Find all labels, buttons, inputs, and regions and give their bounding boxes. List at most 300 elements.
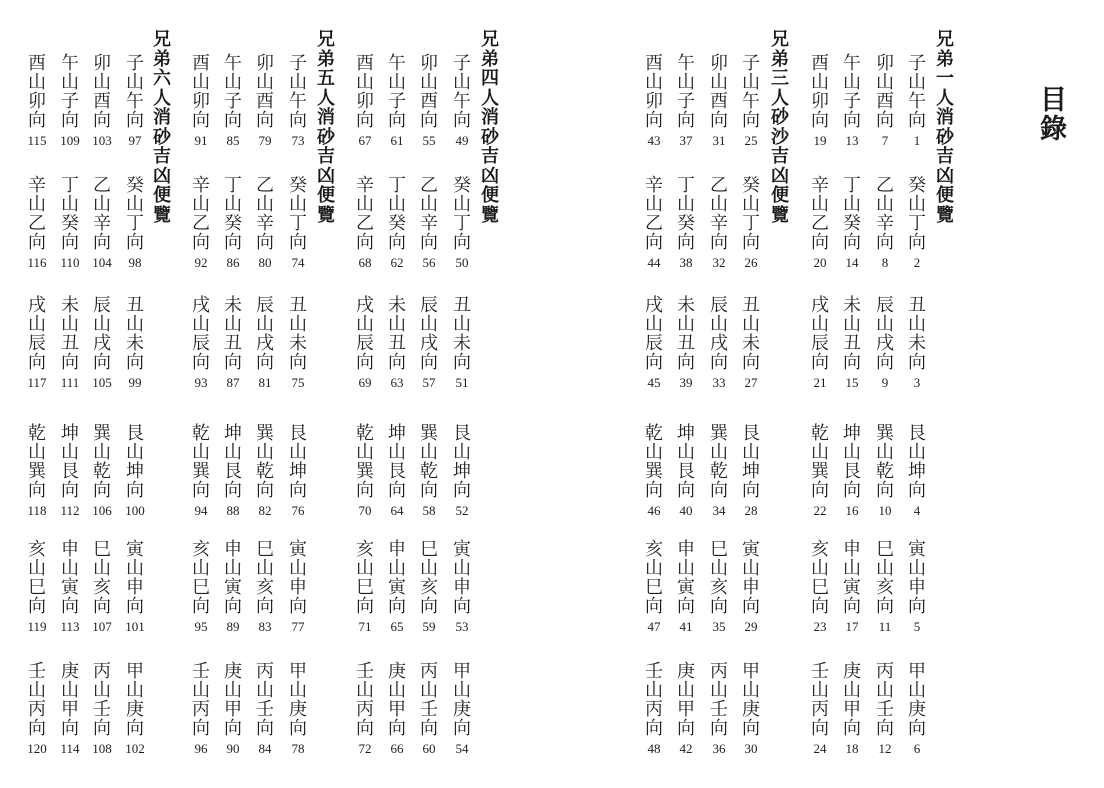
toc-entry-title: 艮 山 坤 向 <box>908 423 926 501</box>
toc-entry-page-number: 48 <box>647 741 661 756</box>
toc-entry-page-number: 19 <box>813 133 827 148</box>
toc-entry-title: 子 山 午 向 <box>289 53 307 131</box>
toc-entry <box>217 176 249 271</box>
toc-entry-page-number: 108 <box>92 741 112 756</box>
toc-entry <box>119 424 151 519</box>
toc-entry <box>249 424 281 519</box>
toc-entry <box>869 540 901 635</box>
toc-entry-title: 卯 山 酉 向 <box>256 53 274 131</box>
toc-entry <box>349 176 381 271</box>
toc-entry-page-number: 47 <box>647 619 661 634</box>
toc-entry-page-number: 43 <box>647 133 661 148</box>
toc-entry-page-number: 3 <box>913 375 921 390</box>
toc-entry <box>836 662 868 757</box>
toc-entry <box>86 424 118 519</box>
toc-entry-page-number: 33 <box>712 375 726 390</box>
toc-entry-title: 子 山 午 向 <box>742 53 760 131</box>
toc-entry-title: 辛 山 乙 向 <box>28 175 46 253</box>
toc-entry <box>381 54 413 149</box>
toc-entry-page-number: 56 <box>422 255 436 270</box>
toc-entry-title: 艮 山 坤 向 <box>126 423 144 501</box>
toc-entry-title: 戌 山 辰 向 <box>192 295 210 373</box>
toc-entry-page-number: 60 <box>422 741 436 756</box>
toc-entry <box>703 54 735 149</box>
toc-entry-title: 巽 山 乾 向 <box>420 423 438 501</box>
toc-entry-title: 巽 山 乾 向 <box>93 423 111 501</box>
toc-entry-title: 丁 山 癸 向 <box>388 175 406 253</box>
toc-entry <box>282 424 314 519</box>
toc-entry-page-number: 7 <box>881 133 889 148</box>
toc-entry-page-number: 120 <box>27 741 47 756</box>
toc-entry-page-number: 99 <box>128 375 142 390</box>
toc-entry-title: 戌 山 辰 向 <box>645 295 663 373</box>
toc-entry-title: 亥 山 巳 向 <box>356 539 374 617</box>
toc-entry <box>901 424 933 519</box>
toc-entry-page-number: 34 <box>712 503 726 518</box>
toc-entry <box>703 424 735 519</box>
toc-entry-page-number: 11 <box>878 619 892 634</box>
toc-entry-page-number: 91 <box>194 133 208 148</box>
toc-entry-page-number: 97 <box>128 133 142 148</box>
toc-entry <box>869 54 901 149</box>
toc-entry <box>185 54 217 149</box>
toc-entry-page-number: 79 <box>258 133 272 148</box>
toc-entry-title: 午 山 子 向 <box>388 53 406 131</box>
toc-entry <box>86 176 118 271</box>
toc-entry-page-number: 70 <box>358 503 372 518</box>
toc-entry-page-number: 110 <box>60 255 80 270</box>
toc-entry-page-number: 36 <box>712 741 726 756</box>
toc-entry-title: 亥 山 巳 向 <box>28 539 46 617</box>
toc-entry-page-number: 86 <box>226 255 240 270</box>
toc-entry <box>381 424 413 519</box>
toc-entry <box>901 296 933 391</box>
toc-entry <box>670 662 702 757</box>
toc-entry-title: 丑 山 未 向 <box>453 295 471 373</box>
toc-entry-title: 寅 山 申 向 <box>453 539 471 617</box>
toc-entry-page-number: 75 <box>291 375 305 390</box>
toc-entry <box>86 54 118 149</box>
toc-entry <box>119 540 151 635</box>
toc-entry-page-number: 54 <box>455 741 469 756</box>
toc-entry-page-number: 118 <box>27 503 47 518</box>
toc-entry-title: 丁 山 癸 向 <box>843 175 861 253</box>
toc-entry-page-number: 32 <box>712 255 726 270</box>
toc-entry <box>349 540 381 635</box>
toc-entry <box>249 662 281 757</box>
toc-entry-title: 乙 山 辛 向 <box>420 175 438 253</box>
toc-entry-title: 甲 山 庚 向 <box>289 661 307 739</box>
toc-entry-page-number: 2 <box>913 255 921 270</box>
toc-entry-page-number: 82 <box>258 503 272 518</box>
toc-entry <box>413 54 445 149</box>
toc-entry-title: 未 山 丑 向 <box>677 295 695 373</box>
toc-entry-page-number: 49 <box>455 133 469 148</box>
toc-entry-page-number: 21 <box>813 375 827 390</box>
toc-entry <box>836 540 868 635</box>
toc-entry <box>703 662 735 757</box>
toc-entry-title: 寅 山 申 向 <box>742 539 760 617</box>
toc-entry <box>86 662 118 757</box>
toc-entry-page-number: 116 <box>27 255 47 270</box>
toc-entry <box>282 662 314 757</box>
toc-entry-page-number: 23 <box>813 619 827 634</box>
toc-entry <box>836 54 868 149</box>
toc-entry-title: 坤 山 艮 向 <box>843 423 861 501</box>
toc-entry <box>413 176 445 271</box>
toc-entry <box>804 424 836 519</box>
toc-entry <box>836 424 868 519</box>
toc-entry-page-number: 51 <box>455 375 469 390</box>
toc-entry-page-number: 98 <box>128 255 142 270</box>
toc-entry <box>282 54 314 149</box>
toc-entry <box>446 540 478 635</box>
toc-entry <box>901 662 933 757</box>
toc-entry-page-number: 26 <box>744 255 758 270</box>
toc-entry <box>21 296 53 391</box>
toc-entry <box>282 176 314 271</box>
toc-entry <box>638 662 670 757</box>
toc-entry-title: 癸 山 丁 向 <box>126 175 144 253</box>
toc-entry-page-number: 18 <box>845 741 859 756</box>
toc-entry-title: 寅 山 申 向 <box>908 539 926 617</box>
toc-entry-title: 辛 山 乙 向 <box>356 175 374 253</box>
toc-entry-title: 甲 山 庚 向 <box>453 661 471 739</box>
toc-entry-page-number: 65 <box>390 619 404 634</box>
toc-entry <box>86 540 118 635</box>
toc-entry-title: 辰 山 戌 向 <box>93 295 111 373</box>
toc-entry-page-number: 8 <box>881 255 889 270</box>
toc-entry <box>670 176 702 271</box>
toc-entry-page-number: 102 <box>125 741 145 756</box>
toc-entry-page-number: 80 <box>258 255 272 270</box>
toc-entry <box>446 296 478 391</box>
toc-entry <box>21 540 53 635</box>
toc-entry <box>21 176 53 271</box>
toc-entry <box>804 176 836 271</box>
toc-entry <box>735 424 767 519</box>
toc-entry-title: 辰 山 戌 向 <box>876 295 894 373</box>
toc-entry-page-number: 41 <box>679 619 693 634</box>
toc-entry-page-number: 31 <box>712 133 726 148</box>
toc-entry-page-number: 15 <box>845 375 859 390</box>
toc-entry-page-number: 40 <box>679 503 693 518</box>
toc-entry <box>185 662 217 757</box>
toc-entry-title: 壬 山 丙 向 <box>645 661 663 739</box>
toc-entry <box>638 296 670 391</box>
toc-entry <box>735 296 767 391</box>
toc-entry <box>638 176 670 271</box>
toc-entry-title: 艮 山 坤 向 <box>289 423 307 501</box>
toc-entry-title: 庚 山 甲 向 <box>843 661 861 739</box>
toc-entry-page-number: 88 <box>226 503 240 518</box>
toc-entry-page-number: 71 <box>358 619 372 634</box>
toc-entry-title: 酉 山 卯 向 <box>356 53 374 131</box>
toc-entry-page-number: 46 <box>647 503 661 518</box>
toc-entry-page-number: 12 <box>878 741 892 756</box>
toc-entry-title: 卯 山 酉 向 <box>876 53 894 131</box>
toc-entry <box>413 296 445 391</box>
page-title: 目 錄 <box>1040 85 1067 145</box>
toc-entry-page-number: 30 <box>744 741 758 756</box>
toc-entry-page-number: 44 <box>647 255 661 270</box>
toc-entry-title: 未 山 丑 向 <box>224 295 242 373</box>
toc-entry <box>119 662 151 757</box>
toc-entry-page-number: 61 <box>390 133 404 148</box>
toc-entry-page-number: 115 <box>27 133 47 148</box>
toc-entry-page-number: 22 <box>813 503 827 518</box>
toc-entry <box>413 540 445 635</box>
toc-entry <box>54 662 86 757</box>
toc-entry-title: 辛 山 乙 向 <box>811 175 829 253</box>
toc-entry-title: 辰 山 戌 向 <box>420 295 438 373</box>
toc-entry-page-number: 103 <box>92 133 112 148</box>
toc-entry <box>217 662 249 757</box>
toc-entry <box>54 54 86 149</box>
toc-entry-title: 卯 山 酉 向 <box>710 53 728 131</box>
toc-entry-page-number: 25 <box>744 133 758 148</box>
toc-entry <box>185 296 217 391</box>
toc-entry-title: 壬 山 丙 向 <box>356 661 374 739</box>
toc-entry-page-number: 85 <box>226 133 240 148</box>
toc-entry <box>119 176 151 271</box>
toc-entry-title: 寅 山 申 向 <box>289 539 307 617</box>
toc-entry <box>901 540 933 635</box>
toc-entry <box>54 540 86 635</box>
toc-entry <box>413 662 445 757</box>
toc-entry-title: 癸 山 丁 向 <box>742 175 760 253</box>
toc-entry-title: 未 山 丑 向 <box>843 295 861 373</box>
toc-entry-title: 乾 山 巽 向 <box>192 423 210 501</box>
toc-entry-page-number: 35 <box>712 619 726 634</box>
toc-entry-title: 午 山 子 向 <box>677 53 695 131</box>
toc-entry-title: 丑 山 未 向 <box>289 295 307 373</box>
toc-entry-page-number: 66 <box>390 741 404 756</box>
toc-entry-title: 子 山 午 向 <box>126 53 144 131</box>
toc-entry-title: 申 山 寅 向 <box>224 539 242 617</box>
toc-entry-title: 申 山 寅 向 <box>61 539 79 617</box>
toc-entry-title: 癸 山 丁 向 <box>289 175 307 253</box>
toc-entry-page-number: 5 <box>913 619 921 634</box>
toc-entry-title: 乾 山 巽 向 <box>356 423 374 501</box>
toc-entry-title: 壬 山 丙 向 <box>28 661 46 739</box>
toc-entry <box>119 54 151 149</box>
toc-entry-title: 壬 山 丙 向 <box>192 661 210 739</box>
toc-entry <box>446 662 478 757</box>
toc-entry <box>54 176 86 271</box>
toc-entry-title: 甲 山 庚 向 <box>742 661 760 739</box>
toc-entry <box>54 424 86 519</box>
toc-entry <box>446 424 478 519</box>
toc-entry-title: 亥 山 巳 向 <box>645 539 663 617</box>
toc-entry-page-number: 24 <box>813 741 827 756</box>
toc-entry <box>86 296 118 391</box>
toc-entry-title: 巽 山 乾 向 <box>256 423 274 501</box>
toc-entry-page-number: 14 <box>845 255 859 270</box>
toc-entry-page-number: 74 <box>291 255 305 270</box>
toc-entry-title: 午 山 子 向 <box>224 53 242 131</box>
toc-entry-page-number: 64 <box>390 503 404 518</box>
toc-entry-page-number: 107 <box>92 619 112 634</box>
toc-entry-title: 甲 山 庚 向 <box>908 661 926 739</box>
toc-entry-title: 丙 山 壬 向 <box>93 661 111 739</box>
toc-entry-title: 午 山 子 向 <box>843 53 861 131</box>
toc-entry <box>119 296 151 391</box>
toc-entry-page-number: 4 <box>913 503 921 518</box>
toc-entry-title: 坤 山 艮 向 <box>224 423 242 501</box>
toc-entry-page-number: 93 <box>194 375 208 390</box>
toc-entry-page-number: 112 <box>60 503 80 518</box>
toc-entry <box>703 296 735 391</box>
toc-entry <box>217 54 249 149</box>
toc-entry-page-number: 45 <box>647 375 661 390</box>
toc-entry-page-number: 90 <box>226 741 240 756</box>
toc-entry-title: 庚 山 甲 向 <box>677 661 695 739</box>
toc-entry-page-number: 78 <box>291 741 305 756</box>
toc-entry-page-number: 29 <box>744 619 758 634</box>
toc-entry <box>217 296 249 391</box>
toc-entry <box>349 296 381 391</box>
toc-entry-page-number: 106 <box>92 503 112 518</box>
toc-entry <box>638 540 670 635</box>
toc-entry-title: 巽 山 乾 向 <box>876 423 894 501</box>
toc-entry-title: 未 山 丑 向 <box>388 295 406 373</box>
toc-entry-page-number: 109 <box>60 133 80 148</box>
toc-entry-title: 戌 山 辰 向 <box>356 295 374 373</box>
toc-entry-title: 子 山 午 向 <box>453 53 471 131</box>
toc-entry-title: 庚 山 甲 向 <box>388 661 406 739</box>
toc-entry-title: 酉 山 卯 向 <box>28 53 46 131</box>
toc-entry <box>670 54 702 149</box>
toc-entry <box>703 176 735 271</box>
toc-entry-page-number: 38 <box>679 255 693 270</box>
toc-entry-page-number: 92 <box>194 255 208 270</box>
toc-entry <box>836 176 868 271</box>
toc-entry-page-number: 104 <box>92 255 112 270</box>
toc-entry-title: 乾 山 巽 向 <box>28 423 46 501</box>
toc-entry <box>381 176 413 271</box>
toc-entry-title: 坤 山 艮 向 <box>677 423 695 501</box>
toc-entry-page-number: 96 <box>194 741 208 756</box>
toc-entry <box>349 662 381 757</box>
toc-entry-title: 艮 山 坤 向 <box>453 423 471 501</box>
toc-entry-title: 申 山 寅 向 <box>388 539 406 617</box>
toc-entry-page-number: 42 <box>679 741 693 756</box>
toc-entry-title: 丙 山 壬 向 <box>876 661 894 739</box>
toc-entry-page-number: 83 <box>258 619 272 634</box>
toc-entry-title: 丙 山 壬 向 <box>256 661 274 739</box>
toc-entry-title: 丁 山 癸 向 <box>677 175 695 253</box>
toc-entry-title: 酉 山 卯 向 <box>645 53 663 131</box>
toc-entry-title: 申 山 寅 向 <box>677 539 695 617</box>
toc-entry-page-number: 73 <box>291 133 305 148</box>
toc-entry <box>804 54 836 149</box>
toc-entry-page-number: 53 <box>455 619 469 634</box>
toc-entry-page-number: 119 <box>27 619 47 634</box>
toc-entry <box>446 54 478 149</box>
toc-entry-page-number: 84 <box>258 741 272 756</box>
toc-entry <box>804 296 836 391</box>
toc-entry-title: 巳 山 亥 向 <box>876 539 894 617</box>
toc-entry-page-number: 113 <box>60 619 80 634</box>
toc-entry-title: 巳 山 亥 向 <box>256 539 274 617</box>
toc-entry <box>249 54 281 149</box>
section-header: 兄 弟 五 人 消 砂 吉 凶 便 覽 <box>317 29 335 226</box>
toc-entry <box>735 662 767 757</box>
toc-entry <box>869 662 901 757</box>
toc-entry <box>217 540 249 635</box>
toc-entry-page-number: 95 <box>194 619 208 634</box>
toc-entry <box>735 176 767 271</box>
toc-entry <box>54 296 86 391</box>
toc-entry-page-number: 37 <box>679 133 693 148</box>
toc-entry-title: 亥 山 巳 向 <box>192 539 210 617</box>
toc-entry <box>21 424 53 519</box>
toc-entry <box>282 540 314 635</box>
toc-entry-page-number: 100 <box>125 503 145 518</box>
toc-entry-title: 乙 山 辛 向 <box>256 175 274 253</box>
toc-entry-title: 丙 山 壬 向 <box>710 661 728 739</box>
toc-entry-page-number: 76 <box>291 503 305 518</box>
toc-entry-title: 辛 山 乙 向 <box>645 175 663 253</box>
toc-entry-title: 丑 山 未 向 <box>908 295 926 373</box>
toc-entry <box>735 54 767 149</box>
toc-entry <box>381 540 413 635</box>
toc-entry-page-number: 16 <box>845 503 859 518</box>
toc-entry-title: 坤 山 艮 向 <box>61 423 79 501</box>
toc-entry-title: 乙 山 辛 向 <box>93 175 111 253</box>
toc-entry-page-number: 114 <box>60 741 80 756</box>
section-header: 兄 弟 三 人 砂 沙 吉 凶 便 覽 <box>771 29 789 226</box>
toc-entry-page-number: 117 <box>27 375 47 390</box>
toc-entry-title: 午 山 子 向 <box>61 53 79 131</box>
toc-entry-title: 巳 山 亥 向 <box>93 539 111 617</box>
toc-entry <box>282 296 314 391</box>
toc-entry-title: 辛 山 乙 向 <box>192 175 210 253</box>
toc-entry <box>185 540 217 635</box>
toc-entry-title: 亥 山 巳 向 <box>811 539 829 617</box>
section-header: 兄 弟 六 人 消 砂 吉 凶 便 覽 <box>153 29 171 226</box>
toc-entry <box>836 296 868 391</box>
toc-entry-title: 未 山 丑 向 <box>61 295 79 373</box>
toc-entry-page-number: 39 <box>679 375 693 390</box>
toc-entry-page-number: 27 <box>744 375 758 390</box>
toc-entry-page-number: 63 <box>390 375 404 390</box>
toc-entry-page-number: 13 <box>845 133 859 148</box>
toc-entry-title: 丙 山 壬 向 <box>420 661 438 739</box>
toc-entry-title: 甲 山 庚 向 <box>126 661 144 739</box>
toc-entry <box>185 176 217 271</box>
toc-entry <box>703 540 735 635</box>
toc-entry-title: 乾 山 巽 向 <box>645 423 663 501</box>
toc-entry-page-number: 9 <box>881 375 889 390</box>
toc-entry-title: 乙 山 辛 向 <box>710 175 728 253</box>
toc-entry-page-number: 59 <box>422 619 436 634</box>
section-header: 兄 弟 一 人 消 砂 吉 凶 便 覽 <box>936 29 954 226</box>
toc-entry <box>670 296 702 391</box>
toc-entry-page-number: 55 <box>422 133 436 148</box>
toc-entry-page-number: 10 <box>878 503 892 518</box>
toc-entry <box>869 296 901 391</box>
toc-entry <box>249 296 281 391</box>
toc-entry-page-number: 50 <box>455 255 469 270</box>
toc-entry-page-number: 20 <box>813 255 827 270</box>
toc-entry-title: 巳 山 亥 向 <box>420 539 438 617</box>
toc-entry-title: 子 山 午 向 <box>908 53 926 131</box>
toc-entry <box>638 54 670 149</box>
toc-entry-page-number: 77 <box>291 619 305 634</box>
toc-entry-page-number: 62 <box>390 255 404 270</box>
